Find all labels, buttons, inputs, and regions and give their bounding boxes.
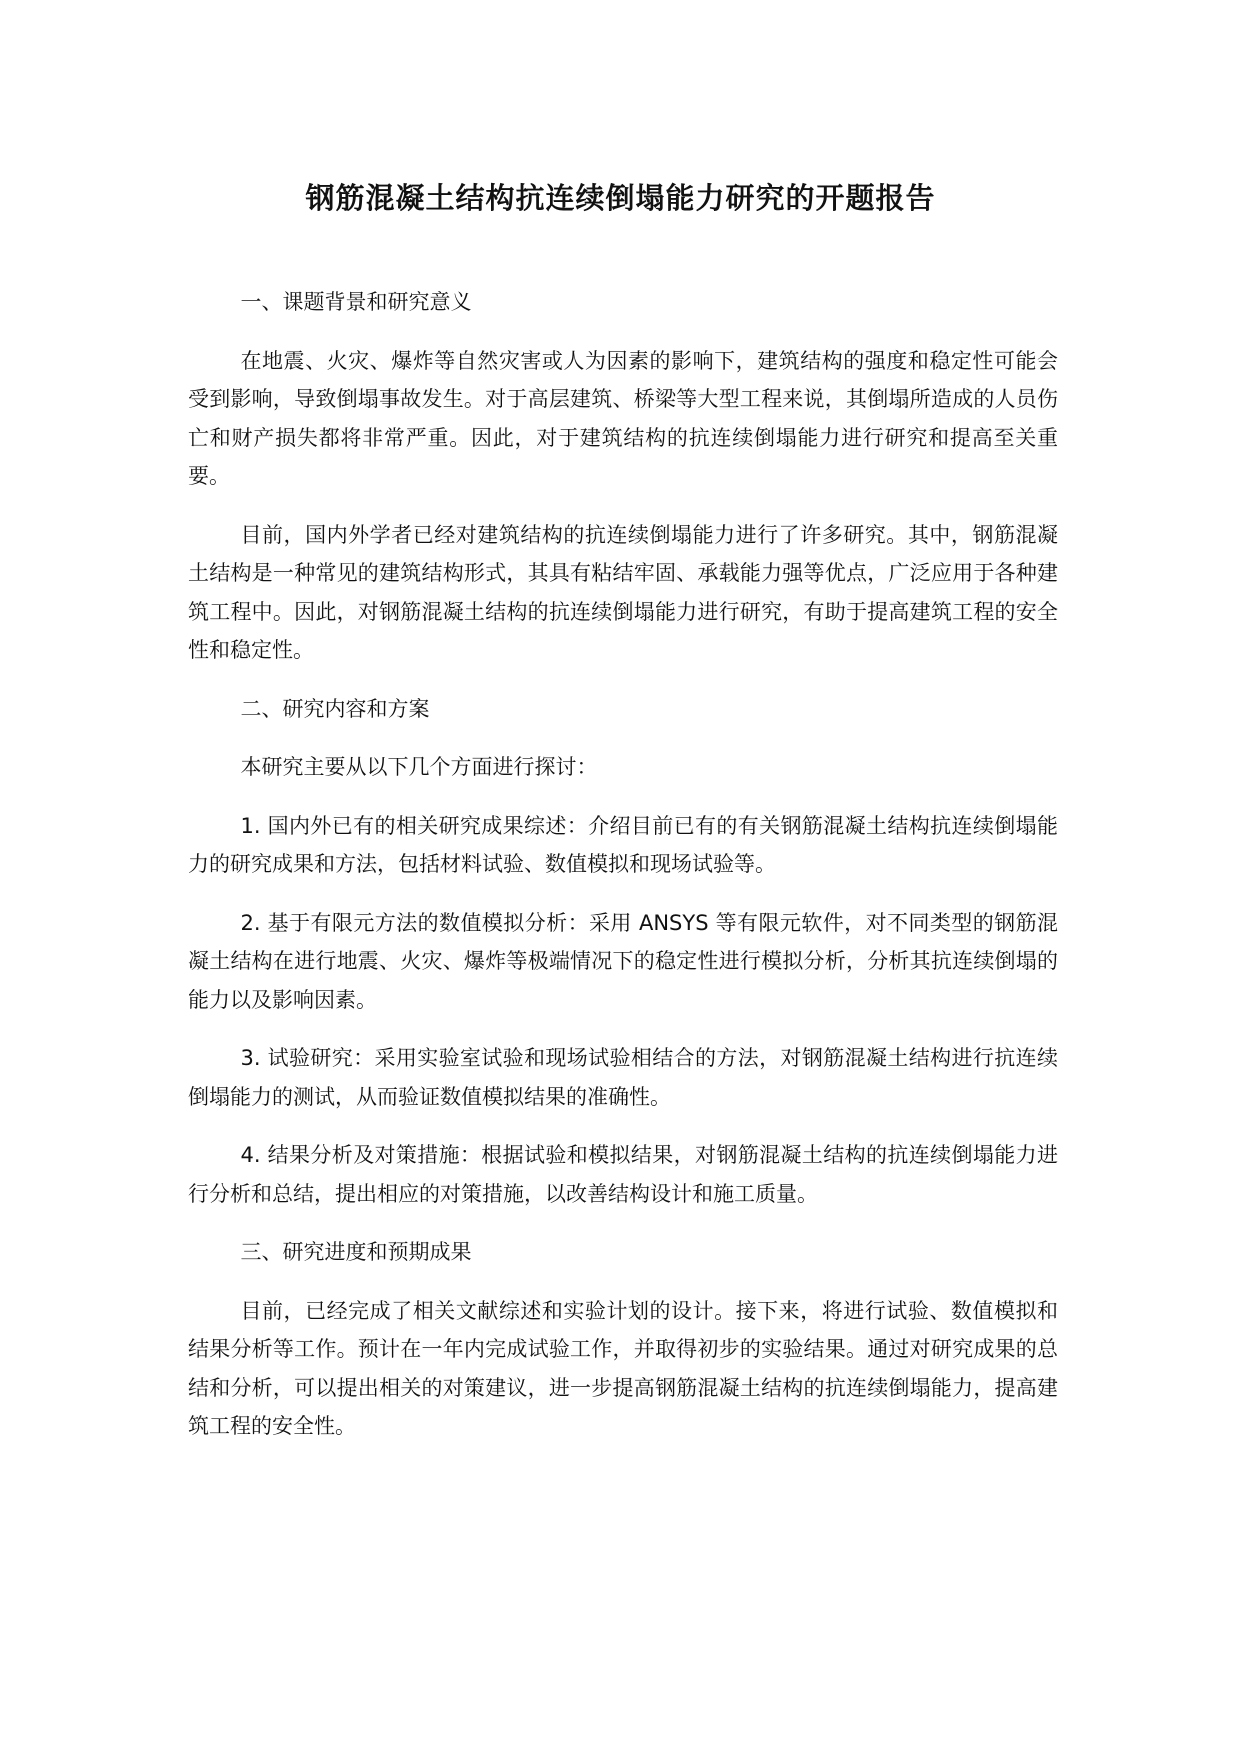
list-item-experiment: 3. 试验研究：采用实验室试验和现场试验相结合的方法，对钢筋混凝土结构进行抗连续倒塌能力的测试，从而验证数值模拟结果的准确性。 <box>188 1046 1058 1109</box>
paragraph-background-2: 目前，国内外学者已经对建筑结构的抗连续倒塌能力进行了许多研究。其中，钢筋混凝土结构是一种常见的建筑结构形式，其具有粘结牢固、承载能力强等优点，广泛应用于各种建筑工程中。因此，对钢筋混凝土结构的抗连续倒塌能力进行研究，有助于提高建筑工程的安全性和稳定性。 <box>188 522 1058 662</box>
document-body <box>188 283 1058 1466</box>
list-item-review: 1. 国内外已有的相关研究成果综述：介绍目前已有的有关钢筋混凝土结构抗连续倒塌能力的研究成果和方法，包括材料试验、数值模拟和现场试验等。 <box>188 813 1058 876</box>
list-item-simulation: 2. 基于有限元方法的数值模拟分析：采用 ANSYS 等有限元软件，对不同类型的钢筋混凝土结构在进行地震、火灾、爆炸等极端情况下的稳定性进行模拟分析，分析其抗连续倒塌的能力以及影响因素。 <box>188 910 1058 1012</box>
paragraph-content-intro: 本研究主要从以下几个方面进行探讨： <box>240 755 598 779</box>
paragraph-progress: 目前，已经完成了相关文献综述和实验计划的设计。接下来，将进行试验、数值模拟和结果分析等工作。预计在一年内完成试验工作，并取得初步的实验结果。通过对研究成果的总结和分析，可以提出相关的对策建议，进一步提高钢筋混凝土结构的抗连续倒塌能力，提高建筑工程的安全性。 <box>188 1298 1058 1438</box>
section-heading-progress: 三、研究进度和预期成果 <box>240 1240 472 1264</box>
list-item-analysis: 4. 结果分析及对策措施：根据试验和模拟结果，对钢筋混凝土结构的抗连续倒塌能力进行分析和总结，提出相应的对策措施，以改善结构设计和施工质量。 <box>188 1143 1058 1206</box>
section-heading-content: 二、研究内容和方案 <box>240 696 430 721</box>
document-title: 钢筋混凝土结构抗连续倒塌能力研究的开题报告 <box>305 181 936 215</box>
section-heading-background: 一、课题背景和研究意义 <box>240 290 472 314</box>
paragraph-background-1: 在地震、火灾、爆炸等自然灾害或人为因素的影响下，建筑结构的强度和稳定性可能会受到影响，导致倒塌事故发生。对于高层建筑、桥梁等大型工程来说，其倒塌所造成的人员伤亡和财产损失都将非常严重。因此，对于建筑结构的抗连续倒塌能力进行研究和提高至关重要。 <box>188 348 1058 488</box>
